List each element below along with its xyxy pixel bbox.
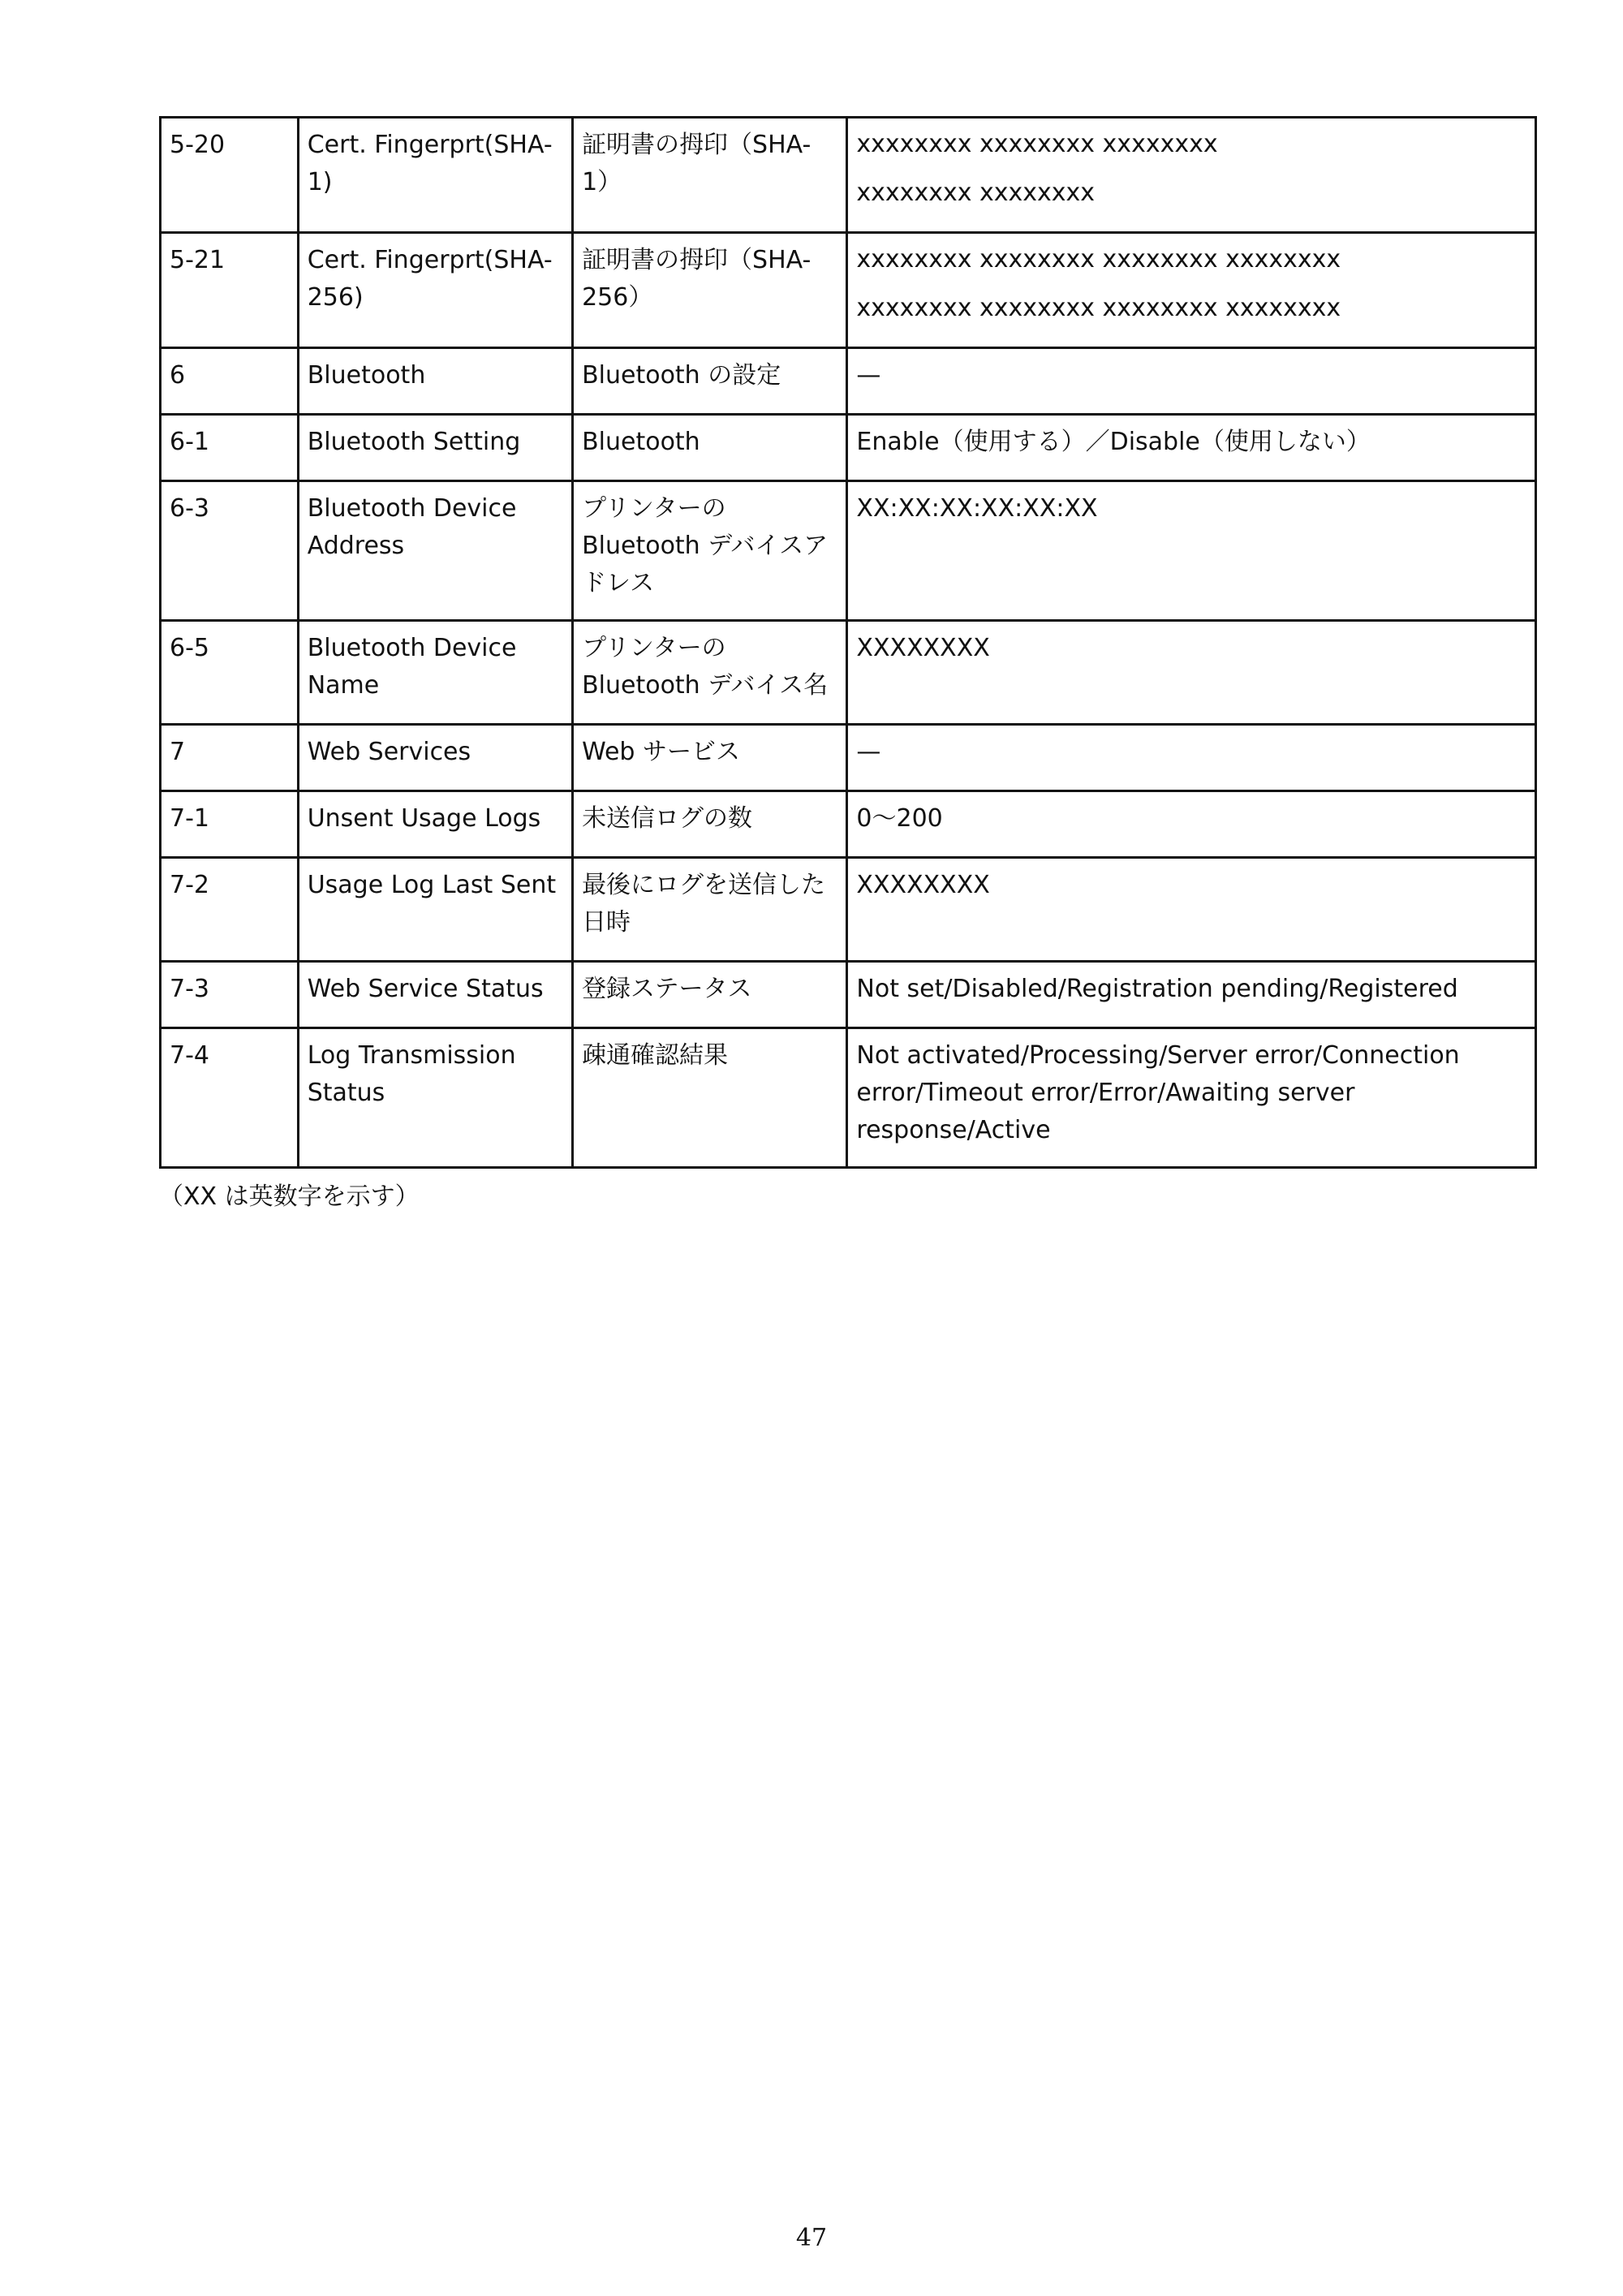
row-number: 6-5 [161,621,299,725]
item-value: XXXXXXXX [847,858,1536,962]
row-number: 6-3 [161,481,299,621]
item-name-jp: 証明書の拇印（SHA-256） [573,233,847,348]
item-name-jp: Bluetooth の設定 [573,348,847,415]
item-value: Enable（使用する）／Disable（使用しない） [847,415,1536,481]
item-name-jp: プリンターの Bluetooth デバイス名 [573,621,847,725]
item-name: Cert. Fingerprt(SHA-1) [298,118,572,233]
table-row [161,1028,1536,1168]
table-row [161,725,1536,791]
table-row [161,348,1536,415]
footnote: （XX は英数字を示す） [159,1182,420,1211]
item-name: Bluetooth [298,348,572,415]
row-number: 7 [161,725,299,791]
row-number: 6-1 [161,415,299,481]
item-name-jp: Bluetooth [573,415,847,481]
item-value: XX:XX:XX:XX:XX:XX [847,481,1536,621]
item-name-jp: プリンターの Bluetooth デバイスアドレス [573,481,847,621]
row-number: 7-1 [161,791,299,858]
item-name: Bluetooth Device Name [298,621,572,725]
item-name: Bluetooth Device Address [298,481,572,621]
table-row [161,962,1536,1028]
item-value: — [847,725,1536,791]
row-number: 6 [161,348,299,415]
row-number: 7-2 [161,858,299,962]
item-value [847,233,1536,348]
table-row [161,118,1536,233]
table-row [161,415,1536,481]
table-row [161,791,1536,858]
item-value: Not set/Disabled/Registration pending/Registered [847,962,1536,1028]
item-value [847,118,1536,233]
item-name-jp: 最後にログを送信した日時 [573,858,847,962]
item-value: 0～200 [847,791,1536,858]
settings-table [159,116,1537,1169]
value-line: xxxxxxxx xxxxxxxx xxxxxxxx [856,130,1218,158]
item-name-jp: Web サービス [573,725,847,791]
item-name: Web Services [298,725,572,791]
item-name-jp: 疎通確認結果 [573,1028,847,1168]
row-number: 5-21 [161,233,299,348]
item-name: Bluetooth Setting [298,415,572,481]
value-line: xxxxxxxx xxxxxxxx xxxxxxxx xxxxxxxx [856,294,1341,322]
table-row [161,481,1536,621]
item-value: — [847,348,1536,415]
table-row [161,233,1536,348]
item-name-jp: 証明書の拇印（SHA-1） [573,118,847,233]
item-name: Log Transmission Status [298,1028,572,1168]
item-name: Unsent Usage Logs [298,791,572,858]
item-name: Web Service Status [298,962,572,1028]
table-row [161,858,1536,962]
item-name: Usage Log Last Sent [298,858,572,962]
item-name-jp: 登録ステータス [573,962,847,1028]
page-number: 47 [795,2224,828,2252]
value-line: xxxxxxxx xxxxxxxx [856,179,1096,207]
item-name: Cert. Fingerprt(SHA-256) [298,233,572,348]
item-value: Not activated/Processing/Server error/Connection error/Timeout error/Error/Awaiting server response/Active [847,1028,1536,1168]
row-number: 7-3 [161,962,299,1028]
row-number: 5-20 [161,118,299,233]
item-name-jp: 未送信ログの数 [573,791,847,858]
value-line: xxxxxxxx xxxxxxxx xxxxxxxx xxxxxxxx [856,245,1341,274]
row-number: 7-4 [161,1028,299,1168]
table-row [161,621,1536,725]
item-value: XXXXXXXX [847,621,1536,725]
